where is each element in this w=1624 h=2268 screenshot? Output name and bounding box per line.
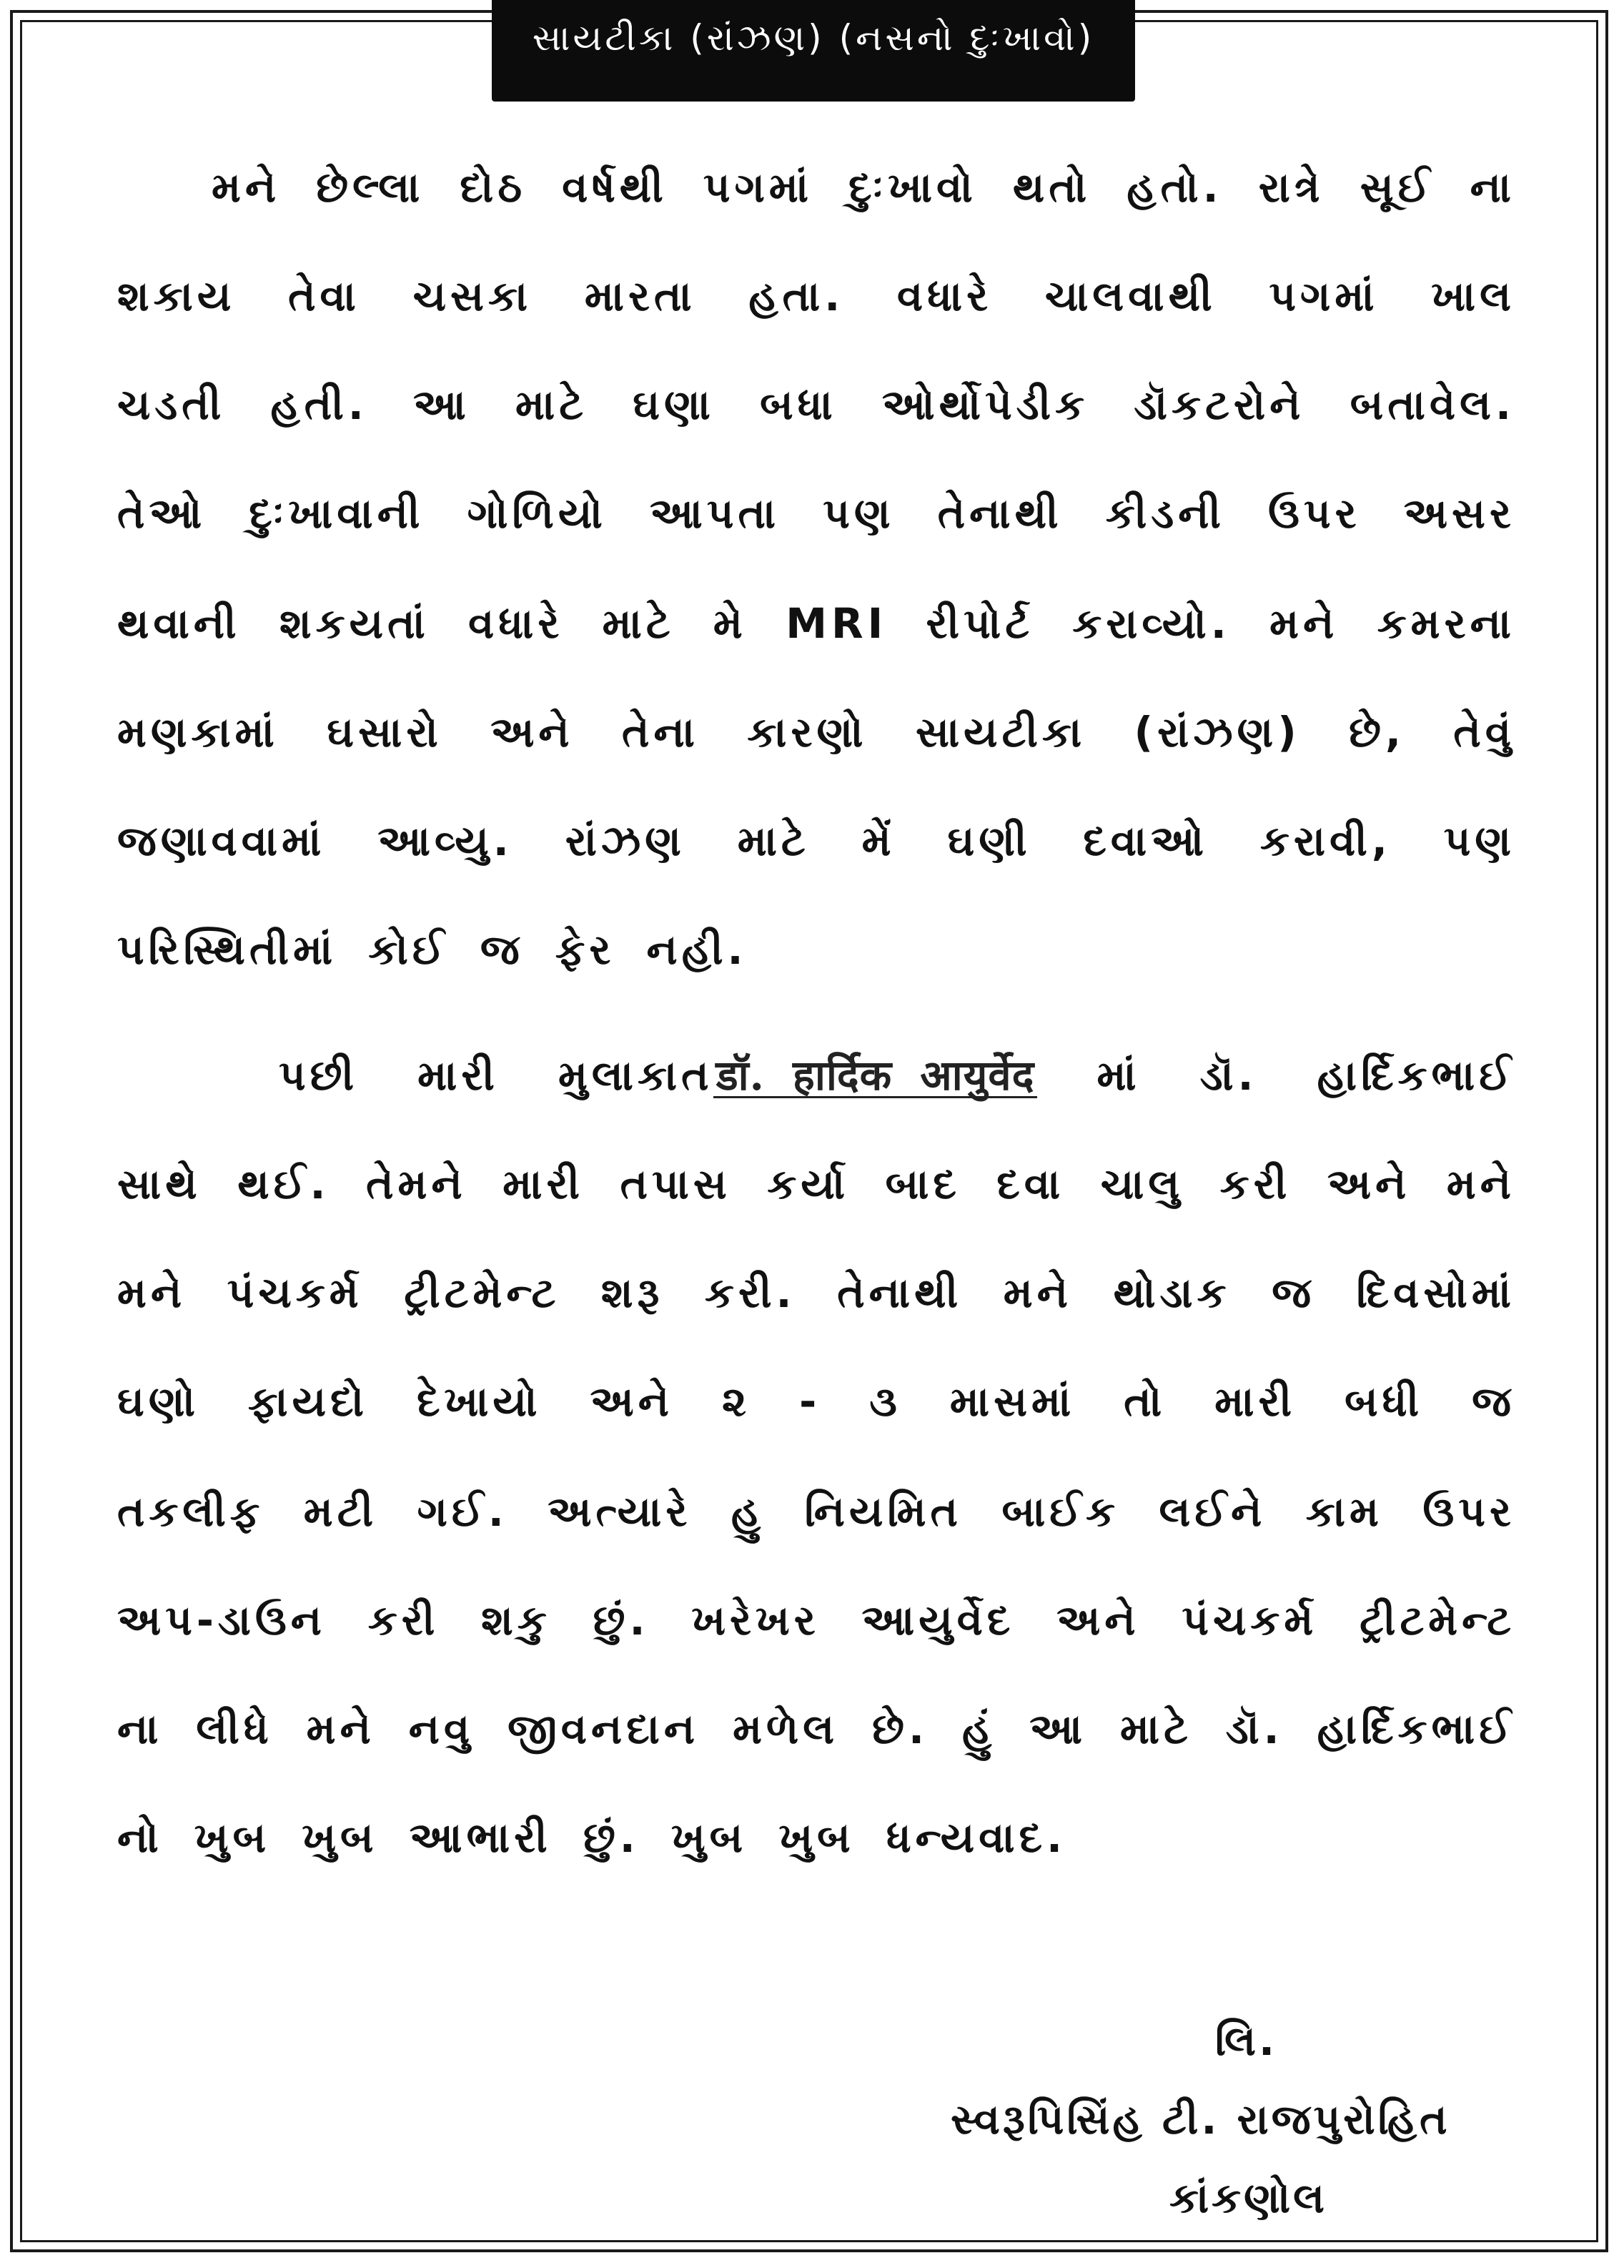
- clinic-name: डॉ. हार्दिक आयुर्वेद: [713, 1055, 1038, 1098]
- inner-border: [20, 20, 1598, 2242]
- paragraph-2-line-7: ના લીધે મને નવુ જીવનદાન મળેલ છે. હું આ માટે ડૉ. હાર્દિકભાઈ: [117, 1705, 1515, 1753]
- signature-place: કાંકણોલ: [1169, 2174, 1328, 2222]
- paragraph-1-line-6: મણકામાં ઘસારો અને તેના કારણો સાયટીકા (રાંઝણ) છે, તેવું: [117, 708, 1515, 756]
- signature-name: સ્વરૂપિસિંહ ટી. રાજપુરોહિત: [951, 2095, 1450, 2144]
- paragraph-1-line-8: પરિસ્થિતીમાં કોઈ જ ફેર નહી.: [117, 925, 748, 974]
- paragraph-1-line-7: જણાવવામાં આવ્યુ. રાંઝણ માટે મેં ઘણી દવાઓ કરાવી, પણ: [117, 817, 1515, 865]
- paragraph-2-suffix: માં ડૉ. હાર્દિકભાઈ: [1096, 1051, 1515, 1100]
- signature-closing: લિ.: [1215, 2016, 1277, 2065]
- paragraph-2-line-3: મને પંચકર્મ ટ્રીટમેન્ટ શરૂ કરી. તેનાથી મને થોડાક જ દિવસોમાં: [117, 1268, 1515, 1317]
- page-title: સાયટીકા (રાંઝણ) (નસનો દુઃખાવો): [532, 17, 1095, 59]
- paragraph-2-line-1: [279, 1051, 1515, 1100]
- paragraph-1-line-4: તેઓ દુઃખાવાની ગોળિયો આપતા પણ તેનાથી કીડની ઉપર અસર: [117, 489, 1515, 538]
- paragraph-2-line-8: નો ખુબ ખુબ આભારી છું. ખુબ ખુબ ધન્યવાદ.: [117, 1813, 1067, 1862]
- paragraph-1-line-5: થવાની શકયતાં વધારે માટે મે MRI રીપોર્ટ કરાવ્યો. મને કમરના: [117, 599, 1515, 648]
- paragraph-1-line-3: ચડતી હતી. આ માટે ઘણા બધા ઓર્થોપેડીક ડૉકટરોને બતાવેલ.: [117, 380, 1515, 429]
- paragraph-2-line-5: તકલીફ મટી ગઈ. અત્યારે હુ નિયમિત બાઈક લઈને કામ ઉપર: [117, 1487, 1515, 1536]
- paragraph-2-prefix: પછી મારી મુલાકાત: [279, 1051, 713, 1100]
- paragraph-2-line-6: અપ-ડાઉન કરી શકુ છું. ખરેખર આયુર્વેદ અને પંચકર્મ ટ્રીટમેન્ટ: [117, 1596, 1515, 1645]
- paragraph-1-line-2: શકાય તેવા ચસકા મારતા હતા. વધારે ચાલવાથી પગમાં ખાલ: [117, 272, 1515, 320]
- paragraph-1-line-1: મને છેલ્લા દોઠ વર્ષથી પગમાં દુઃખાવો થતો હતો. રાત્રે સૂઈ ના: [212, 163, 1515, 212]
- paragraph-2-line-2: સાથે થઈ. તેમને મારી તપાસ કર્યા બાદ દવા ચાલુ કરી અને મને: [117, 1160, 1515, 1208]
- paragraph-2-line-4: ઘણો ફાયદો દેખાયો અને ૨ - ૩ માસમાં તો મારી બધી જ: [117, 1377, 1515, 1426]
